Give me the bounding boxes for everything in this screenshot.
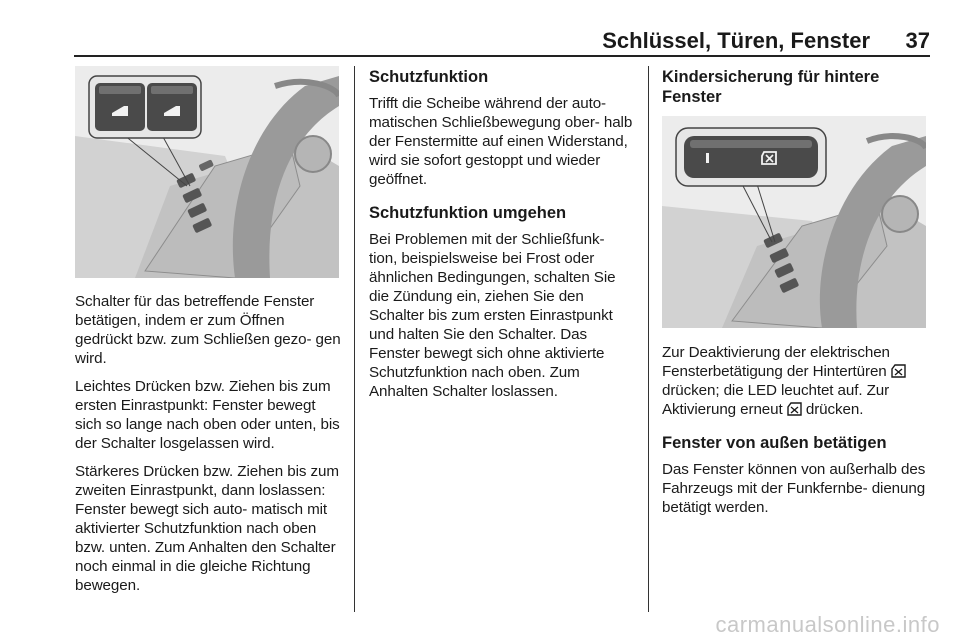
- window-switch-illustration: [75, 66, 339, 278]
- child-lock-icon: [787, 402, 802, 416]
- right-column-top: [662, 67, 930, 114]
- window-switch-illustration-svg: [75, 66, 339, 278]
- right-paragraph-1: [662, 343, 930, 419]
- middle-paragraph-2: Bei Problemen mit der Schließfunk‑ tion, beispielsweise bei Frost oder ähnlichen Bedingungen, schalten Sie die Zündung ein, ziehen Sie den Schalter bis zum ersten Einrastpunkt und halten Sie den Schalter. Das Fenster bewegt sich ohne aktivierte Schutzfunktion nach oben. Zum Anhalten Schalter loslassen.: [369, 231, 616, 400]
- right-paragraph-2: Das Fenster können von außerhalb des Fahrzeugs mit der Funkfernbe‑ dienung betätigt werden.: [662, 461, 926, 516]
- header-rule: [74, 55, 930, 57]
- left-paragraph-2: Leichtes Drücken bzw. Ziehen bis zum ersten Einrastpunkt: Fenster bewegt sich so lange nach oben oder unten, bis der Schalter losgelassen wird.: [75, 378, 340, 452]
- left-paragraph-3: Stärkeres Drücken bzw. Ziehen bis zum zweiten Einrastpunkt, dann loslassen: Fenster bewegt sich auto‑ matisch mit aktivierter Schutzfunktion nach oben bzw. unten. Zum Anhalten den Schalter noch einmal in die gleiche Richtung bewegen.: [75, 463, 339, 594]
- child-lock-icon: [891, 364, 906, 378]
- page-title: Schlüssel, Türen, Fenster: [602, 28, 870, 53]
- page-number: 37: [905, 28, 930, 53]
- heading-fenster-von-aussen: Fenster von außen betätigen: [662, 434, 887, 452]
- heading-kindersicherung: Kindersicherung für hintere Fenster: [662, 68, 880, 106]
- middle-column: [369, 67, 635, 410]
- child-lock-switch-illustration-svg: [662, 116, 926, 328]
- right-paragraph-1-part-2: drücken; die LED leuchtet auf. Zur Aktivierung erneut: [662, 382, 890, 418]
- left-paragraph-1: Schalter für das betreffende Fenster betätigen, indem er zum Öffnen gedrückt bzw. zum Schließen gezo‑ gen wird.: [75, 293, 341, 367]
- heading-schutzfunktion: Schutzfunktion: [369, 68, 489, 86]
- column-divider-2: [648, 66, 649, 612]
- middle-paragraph-1: Trifft die Scheibe während der auto‑ matischen Schließbewegung ober‑ halb der Fenstermitte auf einen Widerstand, wird sie sofort gestoppt und wieder geöffnet.: [369, 95, 633, 188]
- right-column-bottom: [662, 343, 930, 526]
- watermark: carmanualsonline.info: [715, 612, 940, 637]
- column-divider-1: [354, 66, 355, 612]
- right-paragraph-1-part-1: Zur Deaktivierung der elektrischen Fensterbetätigung der Hintertüren: [662, 344, 890, 380]
- left-column: [75, 292, 341, 604]
- heading-schutzfunktion-umgehen: Schutzfunktion umgehen: [369, 204, 567, 222]
- child-lock-switch-illustration: [662, 116, 926, 328]
- right-paragraph-1-part-3: drücken.: [805, 401, 864, 418]
